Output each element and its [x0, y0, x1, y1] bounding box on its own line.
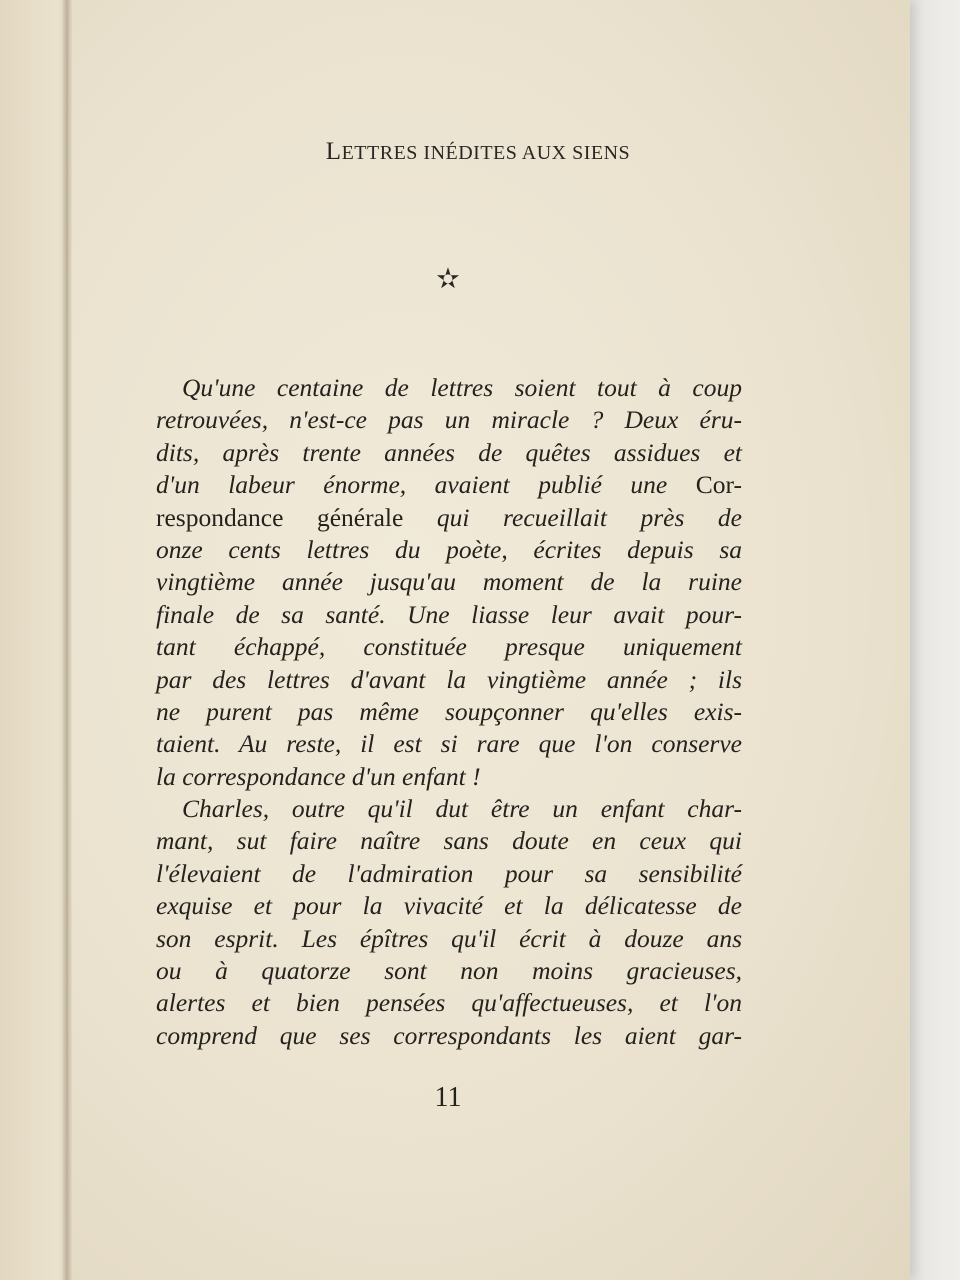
- text-line: vingtième année jusqu'au moment de la ruine: [156, 567, 742, 597]
- text-line: la correspondance d'un enfant !: [156, 761, 481, 791]
- text-line: taient. Au reste, il est si rare que l'on conserve: [156, 729, 742, 759]
- text-line: alertes et bien pensées qu'affectueuses, et l'on: [156, 988, 742, 1018]
- text-line: dits, après trente années de quêtes assidues et: [156, 437, 742, 467]
- running-head-initial: L: [325, 138, 342, 165]
- text-line: Qu'une centaine de lettres soient tout à coup: [182, 373, 742, 402]
- text-line: son esprit. Les épîtres qu'il écrit à douze ans: [156, 923, 742, 953]
- text-line: mant, sut faire naître sans doute en ceux qui: [156, 826, 742, 856]
- text-line: finale de sa santé. Une liasse leur avait pour-: [156, 599, 742, 629]
- text-segment-roman: respondance générale: [156, 502, 404, 532]
- text-line: l'élevaient de l'admiration pour sa sensibilité: [156, 858, 742, 888]
- page-number: 11: [434, 1082, 462, 1113]
- text-segment: qui recueillait près de: [436, 502, 742, 532]
- text-line: ou à quatorze sont non moins gracieuses,: [156, 956, 742, 986]
- text-line: Charles, outre qu'il dut être un enfant char-: [182, 794, 742, 824]
- running-head-small-caps: ETTRES INÉDITES AUX SIENS: [341, 142, 631, 164]
- text-line: exquise et pour la vivacité et la délicatesse de: [156, 891, 742, 921]
- text-line: ne purent pas même soupçonner qu'elles exis-: [156, 696, 742, 726]
- book-page: [68, 0, 910, 1280]
- body-text: [156, 372, 742, 1052]
- text-line: onze cents lettres du poète, écrites depuis sa: [156, 534, 742, 564]
- text-line: par des lettres d'avant la vingtième année ; ils: [156, 664, 742, 694]
- text-segment: d'un labeur énorme, avaient publié une: [156, 470, 668, 500]
- running-head: [228, 138, 728, 166]
- text-line: tant échappé, constituée presque uniquement: [156, 632, 742, 662]
- text-line: [156, 502, 742, 534]
- text-segment-roman: Cor-: [695, 470, 743, 500]
- star-ornament-icon: ✫: [436, 262, 460, 295]
- text-line: retrouvées, n'est-ce pas un miracle ? Deux éru-: [156, 405, 742, 435]
- text-line: comprend que ses correspondants les aient gar-: [156, 1020, 742, 1050]
- book-gutter: [62, 0, 72, 1280]
- text-line: [156, 469, 742, 501]
